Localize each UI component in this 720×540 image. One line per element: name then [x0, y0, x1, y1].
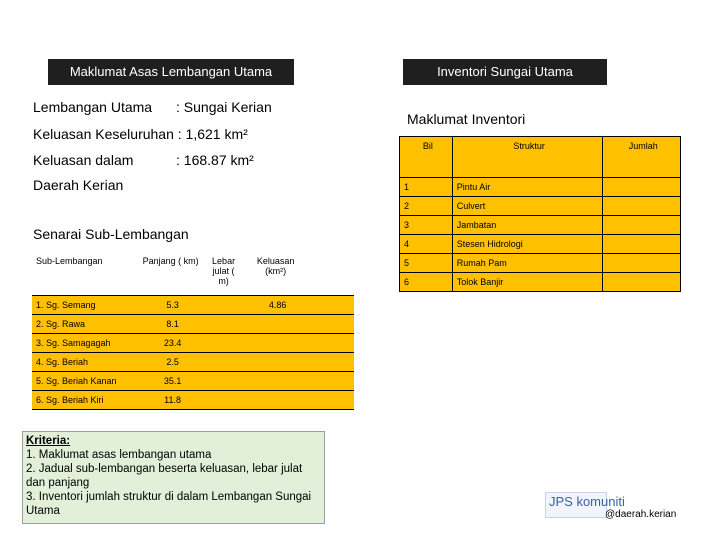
inv-jumlah-cell	[602, 216, 680, 235]
sub-empty-cell	[304, 333, 354, 352]
logo-mark: JPS komuniti	[549, 494, 625, 509]
table-row	[400, 197, 681, 216]
keluasan-dalam-label: Keluasan dalam	[33, 152, 134, 168]
inv-struktur-cell: Stesen Hidrologi	[452, 235, 602, 254]
col-panjang: Panjang ( km)	[141, 252, 200, 295]
sub-lebar-cell	[200, 295, 247, 314]
sub-empty-cell	[304, 390, 354, 409]
col-keluasan: Keluasan (km²)	[247, 252, 304, 295]
sub-lembangan-table	[32, 252, 354, 410]
sub-lebar-cell	[200, 314, 247, 333]
inv-bil-cell: 4	[400, 235, 453, 254]
keluasan-dalam-value: : 168.87 km²	[176, 152, 254, 168]
table-row	[32, 314, 354, 333]
sub-keluasan-cell	[247, 371, 304, 390]
sub-name-cell: 4. Sg. Beriah	[32, 352, 141, 371]
table-row	[400, 254, 681, 273]
keluasan-keseluruhan: Keluasan Keseluruhan : 1,621 km²	[33, 126, 248, 142]
inv-bil-cell: 3	[400, 216, 453, 235]
sub-lebar-cell	[200, 352, 247, 371]
header-left: Maklumat Asas Lembangan Utama	[48, 59, 294, 85]
sub-panjang-cell: 11.8	[141, 390, 200, 409]
sub-panjang-cell: 2.5	[141, 352, 200, 371]
col-lebar: Lebar julat ( m)	[200, 252, 247, 295]
sub-empty-cell	[304, 371, 354, 390]
inv-jumlah-cell	[602, 197, 680, 216]
table-row	[400, 216, 681, 235]
inv-bil-cell: 5	[400, 254, 453, 273]
sub-name-cell: 6. Sg. Beriah Kiri	[32, 390, 141, 409]
sub-panjang-cell: 8.1	[141, 314, 200, 333]
inv-struktur-cell: Pintu Air	[452, 178, 602, 197]
inventori-table	[399, 136, 681, 292]
inv-jumlah-cell	[602, 254, 680, 273]
sub-keluasan-cell	[247, 314, 304, 333]
sub-name-cell: 2. Sg. Rawa	[32, 314, 141, 333]
sub-lebar-cell	[200, 390, 247, 409]
logo-handle: @daerah.kerian	[605, 509, 677, 520]
sub-name-cell: 1. Sg. Semang	[32, 295, 141, 314]
inv-jumlah-cell	[602, 178, 680, 197]
table-row	[400, 235, 681, 254]
sub-lebar-cell	[200, 333, 247, 352]
jps-logo	[543, 492, 683, 522]
inv-struktur-cell: Culvert	[452, 197, 602, 216]
header-right: Inventori Sungai Utama	[403, 59, 607, 85]
sub-panjang-cell: 5.3	[141, 295, 200, 314]
sub-keluasan-cell	[247, 390, 304, 409]
sub-panjang-cell: 35.1	[141, 371, 200, 390]
inv-jumlah-cell	[602, 235, 680, 254]
sub-empty-cell	[304, 295, 354, 314]
kriteria-title: Kriteria:	[26, 435, 71, 447]
lembangan-value: : Sungai Kerian	[176, 99, 272, 115]
table-row	[32, 352, 354, 371]
inv-jumlah-cell	[602, 273, 680, 292]
table-row	[32, 371, 354, 390]
lembangan-label: Lembangan Utama	[33, 99, 153, 115]
sub-keluasan-cell	[247, 333, 304, 352]
inv-struktur-cell: Jambatan	[452, 216, 602, 235]
kriteria-line-1: 1. Maklumat asas lembangan utama	[26, 449, 212, 461]
inv-bil-cell: 2	[400, 197, 453, 216]
table-row	[32, 333, 354, 352]
sub-keluasan-cell: 4.86	[247, 295, 304, 314]
kriteria-line-2: 2. Jadual sub-lembangan beserta keluasan, lebar julat dan panjang	[26, 463, 303, 489]
sub-name-cell: 3. Sg. Samagagah	[32, 333, 141, 352]
inv-bil-cell: 6	[400, 273, 453, 292]
sub-empty-cell	[304, 314, 354, 333]
table-row	[32, 295, 354, 314]
inv-bil-cell: 1	[400, 178, 453, 197]
col-struktur: Struktur	[452, 137, 602, 178]
table-row	[400, 178, 681, 197]
sub-keluasan-cell	[247, 352, 304, 371]
table-row	[32, 390, 354, 409]
inventori-title: Maklumat Inventori	[407, 111, 526, 127]
sub-empty-cell	[304, 352, 354, 371]
daerah-label: Daerah Kerian	[33, 177, 124, 193]
col-empty	[304, 252, 354, 295]
kriteria-box	[22, 431, 325, 524]
inv-struktur-cell: Rumah Pam	[452, 254, 602, 273]
senarai-title: Senarai Sub-Lembangan	[33, 226, 189, 242]
sub-panjang-cell: 23.4	[141, 333, 200, 352]
col-jumlah: Jumlah	[602, 137, 680, 178]
kriteria-line-3: 3. Inventori jumlah struktur di dalam Lembangan Sungai Utama	[26, 491, 312, 517]
col-sub-lembangan: Sub-Lembangan	[32, 252, 141, 295]
sub-name-cell: 5. Sg. Beriah Kanan	[32, 371, 141, 390]
col-bil: Bil	[400, 137, 453, 178]
inv-struktur-cell: Tolok Banjir	[452, 273, 602, 292]
table-row	[400, 273, 681, 292]
sub-lebar-cell	[200, 371, 247, 390]
